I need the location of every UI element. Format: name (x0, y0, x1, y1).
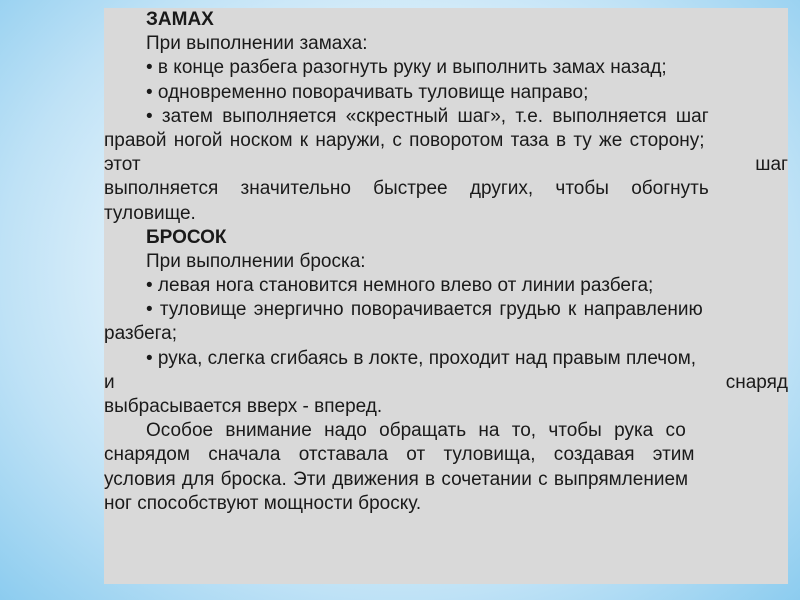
brosok-bullet-2-line-1: • туловище энергично поворачивается грудью к направлению (146, 299, 703, 321)
brosok-paragraph-line-3: условия для броска. Эти движения в сочетании с выпрямлением (104, 468, 689, 490)
zamakh-bullet-3-line-4: выполняется значительно быстрее других, чтобы обогнуть (104, 178, 709, 200)
slide-text-box (104, 8, 788, 584)
brosok-bullet-3-line-3: выбрасывается вверх - вперед. (104, 396, 383, 417)
brosok-word-i: и (104, 371, 115, 393)
brosok-bullet-3-line-1: • рука, слегка сгибаясь в локте, проходит над правым плечом, (146, 347, 697, 369)
brosok-paragraph-line-1: Особое внимание надо обращать на то, чтобы рука со (146, 420, 686, 442)
zamakh-bullet-3-line-1-text (146, 105, 788, 129)
heading-brosok: БРОСОК (146, 226, 227, 248)
brosok-paragraph-line-2: снарядом сначала отставала от туловища, создавая этим (104, 444, 695, 466)
zamakh-bullet-3-line-1-content: • затем выполняется «скрестный шаг», т.е. выполняется шаг (146, 105, 709, 127)
brosok-bullet-2-line-2: разбега; (104, 323, 178, 345)
zamakh-bullet-2: • одновременно поворачивать туловище направо; (146, 81, 589, 103)
heading-zamakh: ЗАМАХ (146, 9, 214, 30)
zamakh-bullet-3-line-5: туловище. (104, 202, 196, 224)
zamakh-bullet-1: • в конце разбега разогнуть руку и выполнить замах назад; (146, 57, 667, 79)
zamakh-bullet-3-line-1 (104, 105, 788, 129)
zamakh-intro: При выполнении замаха: (146, 33, 368, 55)
brosok-bullet-3-line-2 (104, 371, 788, 395)
brosok-paragraph-line-4: ног способствуют мощности броску. (104, 492, 422, 514)
zamakh-bullet-3-line-3 (104, 153, 788, 177)
zamakh-word-shag: шаг (755, 154, 788, 176)
brosok-intro: При выполнении броска: (146, 250, 366, 272)
brosok-word-snaryad: снаряд (725, 371, 788, 393)
zamakh-word-etot: этот (104, 154, 141, 176)
brosok-bullet-1: • левая нога становится немного влево от линии разбега; (146, 275, 654, 297)
zamakh-bullet-3-line-2: правой ногой носком к наружи, с поворотом таза в ту же сторону; (104, 129, 705, 151)
